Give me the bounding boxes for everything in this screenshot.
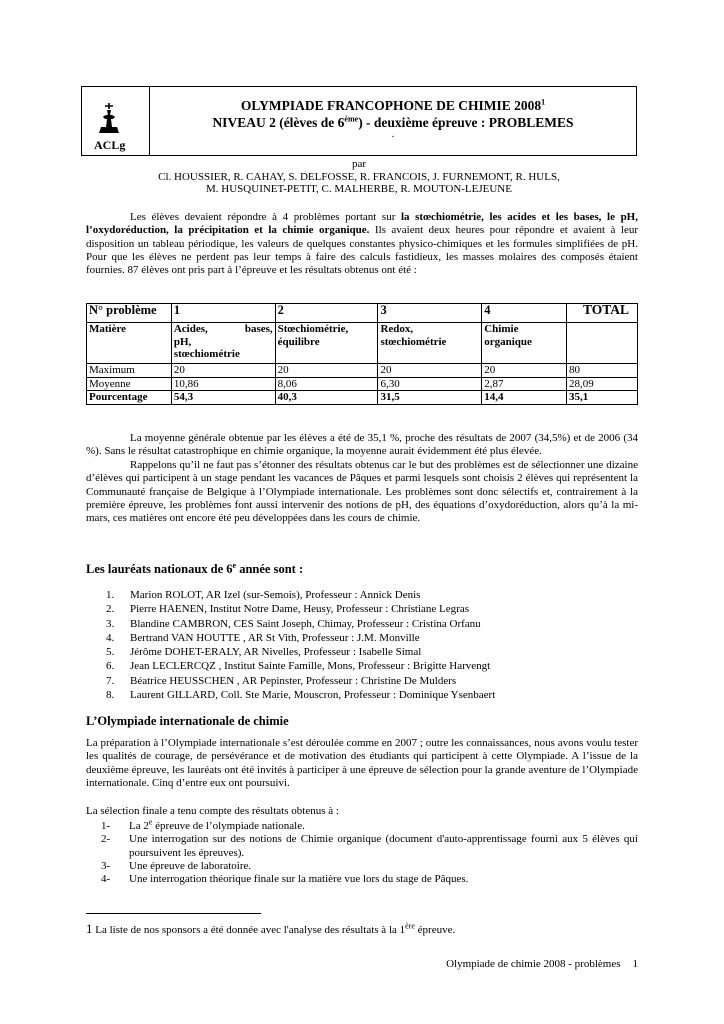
international-heading: L’Olympiade internationale de chimie bbox=[86, 714, 289, 728]
intro-paragraph bbox=[86, 211, 638, 277]
table-header-cell: 4 bbox=[482, 304, 567, 323]
page-number: 1 bbox=[632, 958, 638, 970]
list-item-text: Une épreuve de laboratoire. bbox=[129, 859, 252, 872]
intro-text-a: Les élèves devaient répondre à 4 problèmes portant sur bbox=[130, 211, 401, 223]
header-box bbox=[81, 86, 637, 156]
table-cell: 20 bbox=[378, 364, 482, 378]
table-row-label: Pourcentage bbox=[87, 391, 172, 405]
table-row-label: Matière bbox=[87, 323, 172, 364]
list-item bbox=[106, 631, 495, 645]
title-line-1 bbox=[150, 97, 636, 114]
table-cell: 10,86 bbox=[171, 377, 275, 391]
table-header-cell-total: TOTAL bbox=[567, 304, 638, 323]
list-item bbox=[106, 617, 495, 631]
list-item-text: Jean LECLERCQZ , Institut Sainte Famille, Mons, Professeur : Brigitte Harvengt bbox=[130, 660, 491, 673]
list-item bbox=[101, 833, 638, 860]
list-item bbox=[101, 873, 638, 886]
table-cell: 31,5 bbox=[378, 391, 482, 405]
list-item-text-pre: La 2 bbox=[129, 820, 149, 832]
table-header-cell: 1 bbox=[171, 304, 275, 323]
table-cell bbox=[567, 323, 638, 364]
title-line2-post: ) - deuxième épreuve : PROBLEMES bbox=[358, 115, 574, 130]
table-cell bbox=[171, 323, 275, 364]
laureats-heading-post: année sont : bbox=[236, 562, 304, 576]
table-header-cell: N° problème bbox=[87, 304, 172, 323]
list-item-number: 7. bbox=[106, 674, 115, 687]
logo-text: ACLg bbox=[94, 138, 126, 152]
footer-text: Olympiade de chimie 2008 - problèmes bbox=[446, 958, 621, 970]
table-cell: 20 bbox=[482, 364, 567, 378]
list-item bbox=[101, 860, 638, 873]
table-header-row bbox=[87, 304, 638, 323]
laureats-heading-sup: e bbox=[232, 560, 237, 570]
list-item-number: 3- bbox=[101, 859, 111, 872]
list-item-number: 6. bbox=[106, 660, 115, 673]
list-item-number: 2- bbox=[101, 833, 111, 846]
laureats-list bbox=[106, 588, 495, 702]
matiere-2b: équilibre bbox=[277, 335, 320, 348]
selection-purpose-paragraph: Rappelons qu’il ne faut pas s’étonner des résultats obtenus car le but des problèmes est de sélectionner une dizaine d’élèves qui participent à un stage pendant les vacances de Pâques et parmi lesquels sont choisis 2 élèves qui représentent la Communauté française de Belgique à l’Olympiade internationale. Les problèmes sont donc sélectifs et, contrairement à la première épreuve, les problèmes font aussi intervenir des notions de pH, des équations d’oxydoréduction, alors qu’à la mi-mars, ces matières ont encore été peu développées dans les cours de chimie. bbox=[86, 459, 638, 525]
list-item bbox=[106, 688, 495, 702]
list-item-number: 8. bbox=[106, 689, 115, 702]
table-cell: 40,3 bbox=[275, 391, 378, 405]
list-item-number: 4- bbox=[101, 873, 111, 886]
list-item bbox=[106, 588, 495, 602]
table-cell: 20 bbox=[171, 364, 275, 378]
table-row bbox=[87, 364, 638, 378]
table-cell: 28,09 bbox=[567, 377, 638, 391]
table-cell: 54,3 bbox=[171, 391, 275, 405]
selection-intro: La sélection finale a tenu compte des résultats obtenus à : bbox=[86, 805, 339, 817]
page-footer bbox=[446, 958, 638, 970]
footnote-sup: ère bbox=[405, 921, 415, 931]
table-row bbox=[87, 391, 638, 405]
table-row-label: Maximum bbox=[87, 364, 172, 378]
laureats-heading bbox=[86, 562, 303, 577]
title-footnote-ref: 1 bbox=[541, 97, 546, 107]
list-item-text: Béatrice HEUSSCHEN , AR Pepinster, Professeur : Christine De Mulders bbox=[130, 674, 457, 687]
list-item-text: Bertrand VAN HOUTTE , AR St Vith, Professeur : J.M. Monville bbox=[130, 631, 420, 644]
table-cell: 80 bbox=[567, 364, 638, 378]
title-text: OLYMPIADE FRANCOPHONE DE CHIMIE 2008 bbox=[240, 98, 542, 113]
intro-text-bold: la stœchiométrie, les acides et les bases, le pH, l’oxydoréduction, la précipitation et la chimie organique. bbox=[86, 211, 638, 237]
table-row bbox=[87, 377, 638, 391]
matiere-1b: bases, bbox=[244, 323, 273, 335]
list-item-text: Jérôme DOHET-ERALY, AR Nivelles, Professeur : Isabelle Simal bbox=[130, 646, 422, 659]
table-cell bbox=[275, 323, 378, 364]
list-item-text: Pierre HAENEN, Institut Notre Dame, Heusy, Professeur : Christiane Legras bbox=[130, 603, 469, 616]
list-item-text: Une interrogation théorique finale sur la matière vue lors du stage de Pâques. bbox=[129, 873, 469, 886]
table-cell: 35,1 bbox=[567, 391, 638, 405]
list-item-number: 1. bbox=[106, 589, 115, 601]
title-line2-pre: NIVEAU 2 (élèves de 6 bbox=[212, 115, 345, 130]
international-paragraph: La préparation à l’Olympiade internationale s’est déroulée comme en 2007 ; outre les connaissances, nous avons voulu tester les qualités de courage, de persévérance et de motivation des étudiants qui participent à cette Olympiade. A l’issue de la deuxième épreuve, les lauréats ont été invités à participer à une épreuve de sélection pour la grande aventure de l’Olympiade internationale. Cinq d’entre eux ont poursuivi. bbox=[86, 737, 638, 789]
results-table bbox=[86, 303, 638, 405]
footnote-text-post: épreuve. bbox=[414, 924, 456, 936]
title-dot: . bbox=[391, 129, 395, 140]
table-cell: 2,87 bbox=[482, 377, 567, 391]
matiere-1c: pH, bbox=[173, 335, 192, 348]
authors-par: par bbox=[351, 158, 367, 170]
footnote-mark: 1 bbox=[86, 921, 93, 936]
title-line2-sup: ème bbox=[344, 114, 359, 124]
title-cell bbox=[150, 87, 636, 155]
list-item-number: 2. bbox=[106, 603, 115, 616]
table-cell: 14,4 bbox=[482, 391, 567, 405]
table-cell: 20 bbox=[275, 364, 378, 378]
matiere-3a: Redox, bbox=[380, 323, 414, 335]
footnote-divider bbox=[86, 913, 261, 914]
matiere-4b: organique bbox=[484, 335, 532, 348]
list-item-text: Laurent GILLARD, Coll. Ste Marie, Mouscron, Professeur : Dominique Ysenbaert bbox=[130, 689, 496, 702]
matiere-1a: Acides, bbox=[173, 323, 208, 335]
authors-block bbox=[81, 158, 637, 196]
logo-cell bbox=[82, 87, 150, 155]
matiere-3b: stœchiométrie bbox=[380, 335, 447, 348]
matiere-2a: Stœchiométrie, bbox=[277, 323, 349, 335]
matiere-4a: Chimie bbox=[484, 323, 519, 335]
table-matiere-row bbox=[87, 323, 638, 364]
footnote bbox=[86, 921, 455, 937]
laureats-heading-pre: Les lauréats nationaux de 6 bbox=[86, 562, 233, 576]
table-row-label: Moyenne bbox=[87, 377, 172, 391]
list-item-text: Marion ROLOT, AR Izel (sur-Semois), Professeur : Annick Denis bbox=[130, 589, 421, 601]
list-item-text: Une interrogation sur des notions de Chimie organique (document d'auto-apprentissage fourni aux 5 élèves qui poursuivent les épreuves). bbox=[129, 833, 638, 859]
list-item-sup: e bbox=[148, 817, 153, 827]
list-item-number: 1- bbox=[101, 820, 111, 832]
table-cell bbox=[482, 323, 567, 364]
intro-text-b: Ils avaient deux heures pour répondre et avaient à leur disposition un tableau périodique, les valeurs de quelques constantes physico-chimiques et les formules simplifiées de pH. Pour que les élèves ne perdent pas leur temps à faire des calculs fastidieux, les masses molaires des composés étaient fournies. 87 élèves ont pris part à l’épreuve et les résultats obtenus ont été : bbox=[86, 224, 638, 277]
aclg-logo-icon bbox=[95, 101, 123, 137]
table-header-cell: 3 bbox=[378, 304, 482, 323]
selection-list bbox=[101, 817, 638, 886]
table-cell bbox=[378, 323, 482, 364]
table-header-cell: 2 bbox=[275, 304, 378, 323]
list-item bbox=[106, 645, 495, 659]
matiere-1d: stœchiométrie bbox=[173, 348, 240, 360]
results-paragraph: La moyenne générale obtenue par les élèves a été de 35,1 %, proche des résultats de 2007 (34,5%) et de 2006 (34 %). Sans le résultat catastrophique en chimie organique, la moyenne aurait évidemment été plus élevée. bbox=[86, 432, 638, 458]
list-item-text bbox=[129, 817, 638, 833]
table-cell: 6,30 bbox=[378, 377, 482, 391]
list-item-text: Blandine CAMBRON, CES Saint Joseph, Chimay, Professeur : Cristina Orfanu bbox=[130, 617, 481, 630]
list-item bbox=[101, 817, 638, 833]
footnote-text-pre: La liste de nos sponsors a été donnée avec l'analyse des résultats à la 1 bbox=[92, 924, 406, 936]
list-item bbox=[106, 674, 495, 688]
authors-line-2: M. HUSQUINET-PETIT, C. MALHERBE, R. MOUTON-LEJEUNE bbox=[206, 183, 512, 195]
table-cell: 8,06 bbox=[275, 377, 378, 391]
list-item-number: 5. bbox=[106, 646, 115, 659]
list-item-number: 3. bbox=[106, 617, 115, 630]
authors-line-1: Cl. HOUSSIER, R. CAHAY, S. DELFOSSE, R. FRANCOIS, J. FURNEMONT, R. HULS, bbox=[158, 170, 560, 183]
list-item-text-post: épreuve de l’olympiade nationale. bbox=[152, 820, 305, 832]
list-item bbox=[106, 602, 495, 616]
list-item bbox=[106, 659, 495, 673]
list-item-number: 4. bbox=[106, 631, 115, 644]
